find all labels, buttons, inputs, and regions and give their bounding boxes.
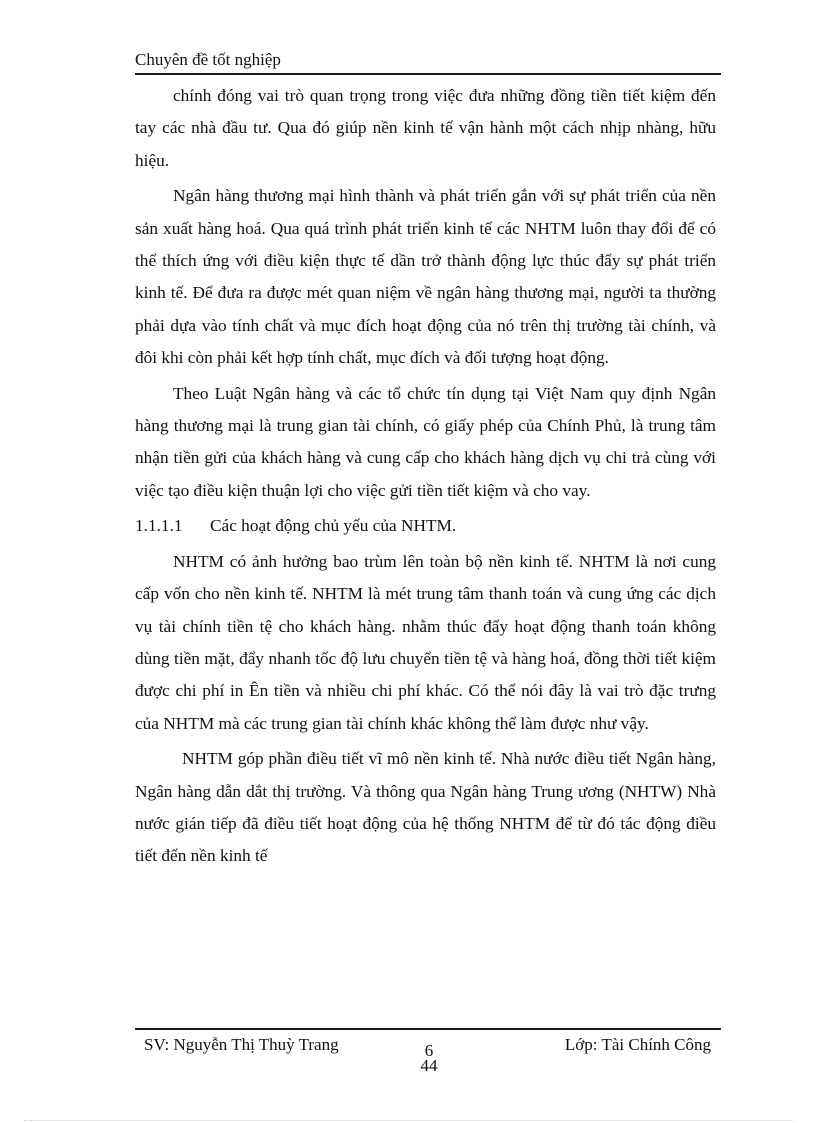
footer-total-pages: 44 <box>420 1056 438 1075</box>
document-body <box>135 80 716 876</box>
section-heading <box>135 510 716 542</box>
paragraph-3: Theo Luật Ngân hàng và các tổ chức tín dụng tại Việt Nam quy định Ngân hàng thương mại là trung gian tài chính, có giấy phép của Chính Phủ, là trung tâm nhận tiền gửi của khách hàng và cung cấp cho khách hàng dịch vụ chi trả cùng với việc tạo điều kiện thuận lợi cho việc gửi tiền tiết kiệm và cho vay. <box>135 383 716 500</box>
paragraph-5: NHTM góp phần điều tiết vĩ mô nền kinh tế. Nhà nước điều tiết Ngân hàng, Ngân hàng dẫn dắt thị trường. Và thông qua Ngân hàng Trung ương (NHTW) Nhà nước gián tiếp đã điều tiết hoạt động của hệ thống NHTM để từ đó tác động điều tiết đến nền kinh tế <box>135 749 716 866</box>
footer-class-name: Lớp: Tài Chính Công <box>564 1035 711 1054</box>
section-number: 1.1.1.1 <box>135 516 183 536</box>
footer-page-number: 6 <box>424 1041 434 1060</box>
paragraph-2: Ngân hàng thương mại hình thành và phát triển gắn với sự phát triển của nền sản xuất hàng hoá. Qua quá trình phát triển kinh tế các NHTM luôn thay đổi để có thể thích ứng với điều kiện thực tế dần trở thành động lực thúc đẩy sự phát triển kinh tế. Để đưa ra được mét quan niệm về ngân hàng thương mại, người ta thường phải dựa vào tính chất và mục đích hoạt động của nó trên thị trường tài chính, và đôi khi còn phải kết hợp tính chất, mục đích và đối tượng hoạt động. <box>135 186 716 368</box>
paragraph-4: NHTM có ảnh hưởng bao trùm lên toàn bộ nền kinh tế. NHTM là nơi cung cấp vốn cho nền kinh tế. NHTM là mét trung tâm thanh toán và cung ứng các dịch vụ tài chính tiền tệ cho khách hàng. nhằm thúc đẩy hoạt động thanh toán không dùng tiền mặt, đẩy nhanh tốc độ lưu chuyển tiền tệ và hàng hoá, đồng thời tiết kiệm được chi phí in Ên tiền và nhiều chi phí khác. Có thể nói đây là vai trò đặc trưng của NHTM mà các trung gian tài chính khác không thể làm được như vậy. <box>135 551 716 733</box>
page-edge-divider <box>24 1120 794 1121</box>
page-header <box>135 49 721 75</box>
footer-student-name: SV: Nguyễn Thị Thuỳ Trang <box>144 1035 339 1054</box>
paragraph-1: chính đóng vai trò quan trọng trong việc đưa những đồng tiền tiết kiệm đến tay các nhà đầu tư. Qua đó giúp nền kinh tế vận hành một cách nhịp nhàng, hữu hiệu. <box>135 86 716 170</box>
header-title: Chuyên đề tốt nghiệp <box>135 50 281 69</box>
page-footer <box>135 1028 721 1075</box>
section-title: Các hoạt động chủ yếu của NHTM. <box>210 516 457 536</box>
